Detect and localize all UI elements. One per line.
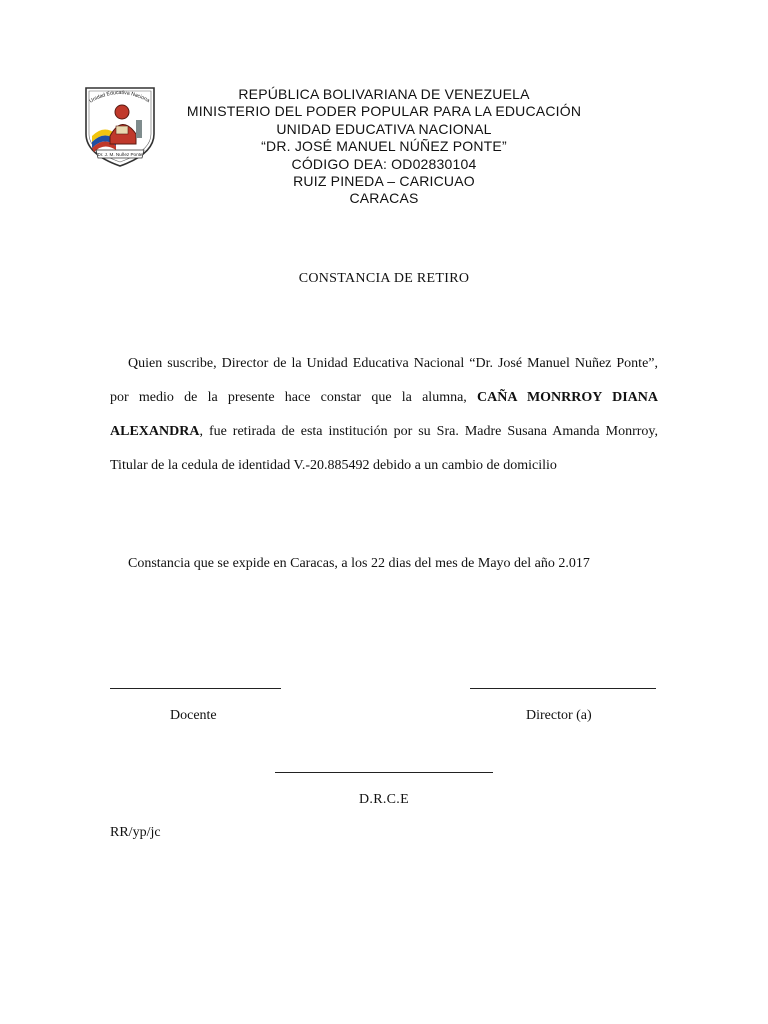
letterhead-line: MINISTERIO DEL PODER POPULAR PARA LA EDUCACIÓN [186,103,582,120]
school-logo [82,84,158,168]
letterhead-line: CÓDIGO DEA: OD02830104 [291,155,477,172]
reference-initials: RR/yp/jc [110,825,161,840]
document-title: CONSTANCIA DE RETIRO [298,271,470,286]
logo-arc-text: Unidad Educativa Naciona [88,90,151,105]
logo-banner-text: "Dr. J. M. Nuñez Ponte" [95,152,145,157]
letterhead-line: REPÚBLICA BOLIVARIANA DE VENEZUELA [238,86,530,102]
docente-signature-line [110,688,281,689]
paragraph-text-1: Quien suscribe, Director de la Unidad Educativa Nacional “Dr. José Manuel Nuñez Ponte”, por medio de la presente hace constar que la alumna, [110,356,658,405]
docente-label: Docente [170,708,217,723]
drce-signature-line [275,772,493,773]
letterhead-line: RUIZ PINEDA – CARICUAO [293,173,475,190]
director-label: Director (a) [526,708,592,723]
drce-label: D.R.C.E [359,792,409,807]
letterhead-line: “DR. JOSÉ MANUEL NÚÑEZ PONTE” [261,138,507,155]
letterhead-line: UNIDAD EDUCATIVA NACIONAL [276,120,492,137]
expiry-statement: Constancia que se expide en Caracas, a los 22 dias del mes de Mayo del año 2.017 [128,556,590,571]
body-paragraph [110,347,658,483]
student-name: CAÑA MONRROY DIANA ALEXANDRA [110,390,658,439]
letterhead-line: CARACAS [349,190,419,207]
director-signature-line [470,688,656,689]
letterhead [160,86,608,208]
paragraph-text-2: , fue retirada de esta institución por su Sra. Madre Susana Amanda Monrroy, Titular de la cedula de identidad V.-20.885492 debido a un cambio de domicilio [110,424,658,473]
